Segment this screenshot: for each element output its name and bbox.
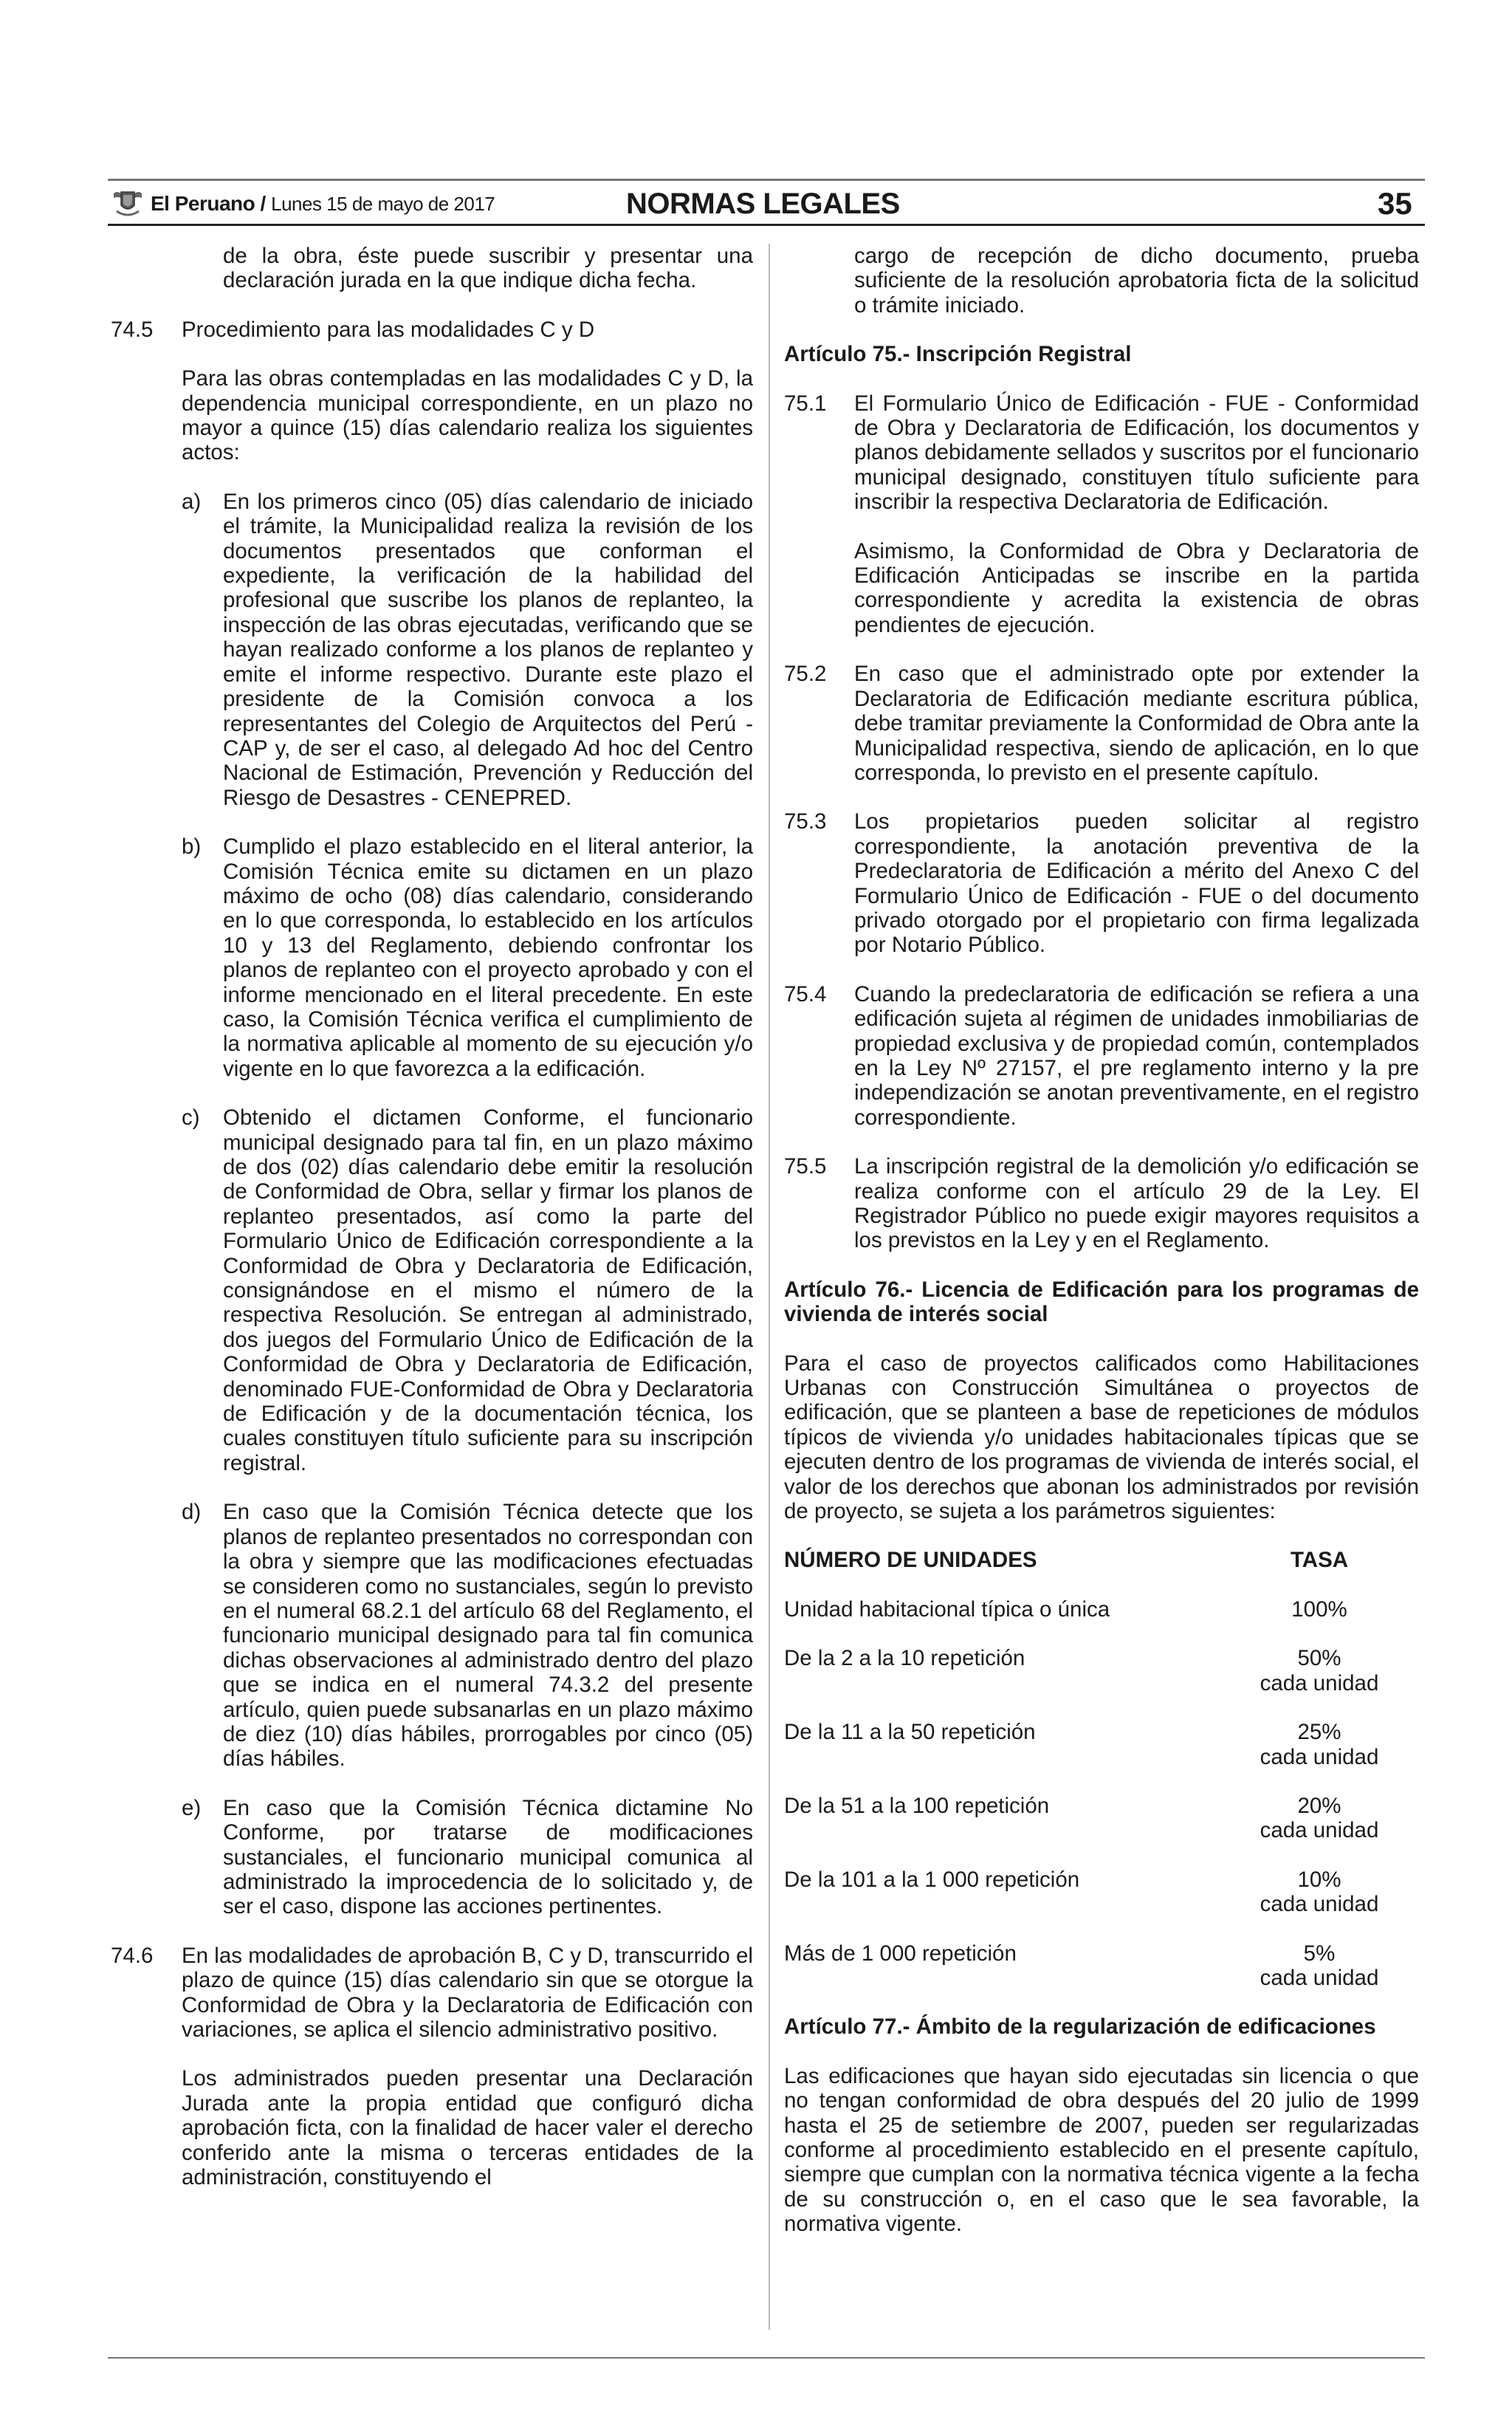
table-row (784, 1646, 1419, 1695)
section-74-6 (111, 1944, 753, 2190)
item-text: Cumplido el plazo establecido en el literal anterior, la Comisión Técnica emite su dictamen en un plazo máximo de ocho (08) días calendario, considerando en lo que corresponda, lo establecido en los artículos 10 y 13 del Reglamento, debiendo confrontar los planos de replanteo con el proyecto aprobado y con el informe mencionado en el literal precedente. En este caso, la Comisión Técnica verifica el cumplimiento de la normativa aplicable al momento de su ejecución y/o vigente en lo que favorezca a la edificación. (223, 834, 753, 1081)
rate-cell (1220, 1868, 1419, 1917)
section-75-3 (784, 809, 1419, 957)
column-header: TASA (1290, 1548, 1349, 1573)
coat-of-arms-icon (111, 189, 145, 219)
section-paragraph: La inscripción registral de la demolición y/o edificación se realiza conforme con el artículo 29 de la Ley. El Registrador Público no puede exigir mayores requisitos a los previstos en la Ley y en el Reglamento. (854, 1154, 1419, 1253)
rate-note: cada unidad (1260, 1818, 1379, 1843)
section-paragraph: Los administrados pueden presentar una Declaración Jurada ante la propia entidad que configuró dicha aprobación ficta, con la finalidad de hacer valer el derecho conferido ante la misma o terceras entidades de la administración, constituyendo el (182, 2066, 753, 2190)
section-number: 74.6 (111, 1943, 154, 1968)
item-text: Obtenido el dictamen Conforme, el funcionario municipal designado para tal fin, en un plazo máximo de dos (02) días calendario debe emitir la resolución de Conformidad de Obra, sellar y firmar los planos de replanteo presentados, así como la parte del Formulario Único de Edificación correspondiente a la Conformidad de Obra y Declaratoria de Edificación, consignándose en el mismo el número de la respectiva Resolución. Se entregan al administrado, dos juegos del Formulario Único de Edificación de la Conformidad de Obra y Declaratoria de Edificación, denominado FUE-Conformidad de Obra y Declaratoria de Edificación y de la documentación técnica, los cuales constituyen título suficiente para su inscripción registral. (223, 1105, 753, 1475)
paragraph-74-4-continued: de la obra, éste puede suscribir y presentar una declaración jurada en la que indique dicha fecha. (223, 244, 753, 293)
column-divider (769, 244, 770, 2330)
brand-name: El Peruano (151, 192, 255, 215)
units-cell: De la 101 a la 1 000 repetición (784, 1867, 1080, 1892)
section-paragraph: En caso que el administrado opte por extender la Declaratoria de Edificación mediante escritura pública, debe tramitar previamente la Conformidad de Obra ante la Municipalidad respectiva, siendo de aplicación, en lo que corresponda, lo previsto en el presente capítulo. (854, 662, 1419, 785)
units-cell: De la 51 a la 100 repetición (784, 1793, 1050, 1818)
list-item-d (111, 1500, 753, 1771)
rate-value: 20% (1297, 1793, 1341, 1818)
section-paragraph: El Formulario Único de Edificación - FUE - Conformidad de Obra y Declaratoria de Edificación, los documentos y planos debidamente sellados y suscritos por el funcionario municipal designado, constituyen título suficiente para inscribir la respectiva Declaratoria de Edificación. (854, 391, 1419, 515)
section-number: 75.4 (784, 981, 827, 1006)
rate-note: cada unidad (1260, 1670, 1379, 1695)
section-paragraph: En las modalidades de aprobación B, C y D, transcurrido el plazo de quince (15) días calendario sin que se otorgue la Conformidad de Obra y la Declaratoria de Edificación con variaciones, se aplica el silencio administrativo positivo. (182, 1943, 753, 2042)
list-item-a (111, 490, 753, 810)
article-76-paragraph: Para el caso de proyectos calificados como Habilitaciones Urbanas con Construcción Simultánea o proyectos de edificación, que se planteen a base de repeticiones de módulos típicos de vivienda y/o unidades habitacionales típicas que se ejecuten dentro de los programas de vivienda de interés social, el valor de los derechos que abonan los administrados por revisión de proyecto, se sujeta a los parámetros siguientes: (784, 1351, 1419, 1524)
column-header: NÚMERO DE UNIDADES (784, 1548, 1037, 1573)
section-75-4 (784, 982, 1419, 1130)
table-row (784, 1597, 1419, 1622)
item-text: En caso que la Comisión Técnica dictamine No Conforme, por tratarse de modificaciones sustanciales, el funcionario municipal comunica al administrado la improcedencia de lo solicitado y, de ser el caso, dispone las acciones pertinentes. (223, 1795, 753, 1919)
right-column (784, 244, 1419, 2237)
units-cell: Más de 1 000 repetición (784, 1941, 1017, 1966)
paragraph-74-6-continued: cargo de recepción de dicho documento, prueba suficiente de la resolución aprobatoria ficta de la solicitud o trámite iniciado. (854, 244, 1419, 318)
units-cell: De la 2 a la 10 repetición (784, 1646, 1025, 1671)
section-paragraph: Los propietarios pueden solicitar al registro correspondiente, la anotación preventiva de la Predeclaratoria de Edificación a mérito del Anexo C del Formulario Único de Edificación - FUE o del documento privado otorgado por el propietario con firma legalizada por Notario Público. (854, 809, 1419, 958)
units-cell: De la 11 a la 50 repetición (784, 1720, 1036, 1745)
table-row (784, 1868, 1419, 1917)
rate-value: 50% (1297, 1646, 1341, 1671)
rate-cell (1220, 1720, 1419, 1769)
section-75-2 (784, 662, 1419, 785)
rate-note: cada unidad (1260, 1965, 1379, 1990)
table-row (784, 1720, 1419, 1769)
section-number: 75.2 (784, 662, 827, 687)
rate-cell (1220, 1646, 1419, 1695)
item-label: e) (182, 1795, 202, 1820)
list-item-b (111, 834, 753, 1081)
rate-note: cada unidad (1260, 1744, 1379, 1769)
item-label: c) (182, 1105, 200, 1131)
list-item-c (111, 1105, 753, 1475)
header-rule-bottom (108, 224, 1425, 226)
table-row (784, 1794, 1419, 1843)
item-label: d) (182, 1500, 202, 1525)
section-75-5 (784, 1154, 1419, 1253)
list-item-e (111, 1796, 753, 1919)
article-76-title: Artículo 76.- Licencia de Edificación para los programas de vivienda de interés social (784, 1277, 1419, 1327)
item-label: b) (182, 834, 202, 860)
rate-value: 25% (1297, 1720, 1341, 1745)
item-label: a) (182, 489, 202, 514)
section-paragraph: Cuando la predeclaratoria de edificación se refiera a una edificación sujeta al régimen de unidades inmobiliarias de propiedad exclusiva y de propiedad común, contemplados en la Ley Nº 27157, el pre reglamento interno y la pre independización se anotan preventivamente, en el registro correspondiente. (854, 981, 1419, 1130)
rate-cell (1220, 1941, 1419, 1991)
section-paragraph: Asimismo, la Conformidad de Obra y Declaratoria de Edificación Anticipadas se inscribe en la partida correspondiente y acredita la existencia de obras pendientes de ejecución. (854, 538, 1419, 637)
rate-cell: 100% (1291, 1597, 1347, 1622)
article-75-title: Artículo 75.- Inscripción Registral (784, 342, 1132, 367)
section-75-1 (784, 391, 1419, 638)
section-74-5 (111, 318, 753, 465)
units-cell: Unidad habitacional típica o única (784, 1597, 1110, 1622)
table-header-row (784, 1548, 1419, 1572)
brand-slash: / (260, 192, 266, 215)
article-77-paragraph: Las edificaciones que hayan sido ejecutadas sin licencia o que no tengan conformidad de obra después del 20 julio de 1999 hasta el 25 de setiembre de 2007, pueden ser regularizadas conforme al procedimiento establecido en el presente capítulo, siempre que cumplan con la normativa técnica vigente a la fecha de su construcción o, en el caso que le sea favorable, la normativa vigente. (784, 2063, 1419, 2237)
section-intro: Para las obras contempladas en las modalidades C y D, la dependencia municipal correspondiente, en un plazo no mayor a quince (15) días calendario realiza los siguientes actos: (182, 366, 753, 465)
left-column (111, 244, 753, 2189)
header-rule-top (108, 179, 1425, 181)
section-number: 75.5 (784, 1154, 827, 1179)
section-number: 75.3 (784, 809, 827, 834)
rate-cell (1220, 1794, 1419, 1843)
rate-value: 5% (1303, 1941, 1336, 1966)
issue-date: Lunes 15 de mayo de 2017 (271, 193, 495, 215)
section-number: 75.1 (784, 391, 827, 416)
page-number: 35 (1378, 186, 1412, 221)
table-row (784, 1941, 1419, 1991)
article-77-title: Artículo 77.- Ámbito de la regularización de edificaciones (784, 2014, 1376, 2040)
section-title: NORMAS LEGALES (626, 188, 900, 220)
section-number: 74.5 (111, 317, 154, 342)
rate-note: cada unidad (1260, 1892, 1379, 1917)
rate-table (784, 1548, 1419, 1990)
header-brand (151, 192, 495, 216)
rate-value: 10% (1297, 1867, 1341, 1892)
footer-rule (108, 2357, 1425, 2359)
item-text: En los primeros cinco (05) días calendario de iniciado el trámite, la Municipalidad realiza la revisión de los documentos presentados que conforman el expediente, la verificación de la habilidad del profesional que suscribe los planos de replanteo, la inspección de las obras ejecutadas, verificando que se hayan realizado conforme a los planos de replanteo y emite el informe respectivo. Durante este plazo el presidente de la Comisión convoca a los representantes del Colegio de Arquitectos del Perú - CAP y, de ser el caso, al delegado Ad hoc del Centro Nacional de Estimación, Prevención y Reducción del Riesgo de Desastres - CENEPRED. (223, 489, 753, 810)
item-text: En caso que la Comisión Técnica detecte que los planos de replanteo presentados no correspondan con la obra y siempre que las modificaciones efectuadas se consideren como no sustanciales, según lo previsto en el numeral 68.2.1 del artículo 68 del Reglamento, el funcionario municipal designado para tal fin comunica dichas observaciones al administrado dentro del plazo que se indica en el numeral 74.3.2 del presente artículo, quien puede subsanarlas en un plazo máximo de diez (10) días hábiles, prorrogables por cinco (05) días hábiles. (223, 1500, 753, 1772)
section-title: Procedimiento para las modalidades C y D (182, 317, 595, 342)
